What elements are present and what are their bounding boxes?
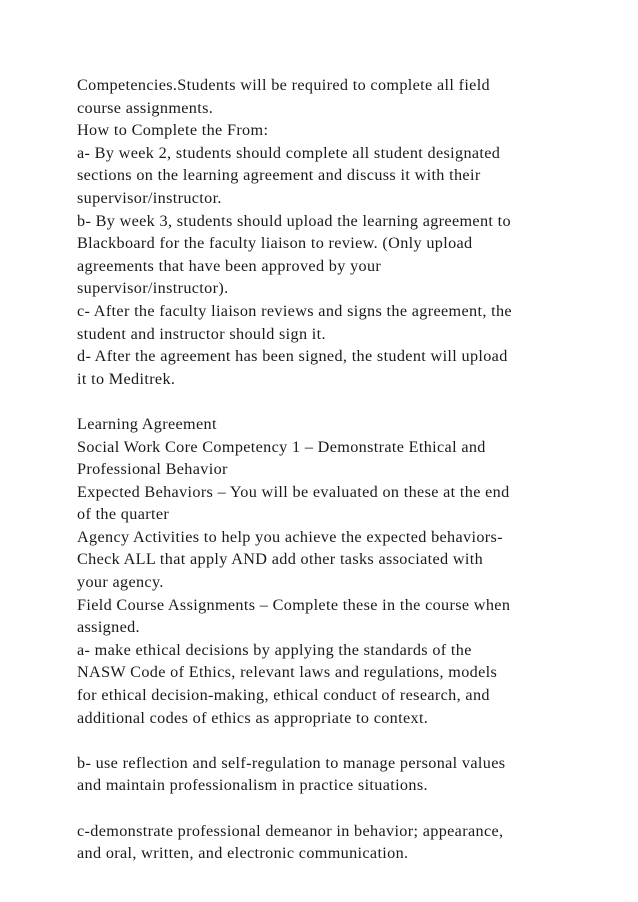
text-line: c-demonstrate professional demeanor in behavior; appearance,	[77, 821, 504, 840]
text-line: your agency.	[77, 573, 164, 592]
text-line: for ethical decision-making, ethical conduct of research, and	[77, 686, 490, 705]
blank-line	[77, 390, 577, 413]
text-line: Competencies.Students will be required to complete all field	[77, 76, 490, 94]
text-line: Field Course Assignments – Complete these in the course when	[77, 595, 511, 614]
text-line: agreements that have been approved by your	[77, 256, 382, 275]
section-heading: How to Complete the From:	[77, 121, 269, 140]
text-line: additional codes of ethics as appropriate to context.	[77, 708, 429, 727]
text-line: supervisor/instructor).	[77, 279, 229, 298]
document-body	[77, 74, 577, 865]
text-line: Agency Activities to help you achieve the expected behaviors-	[77, 527, 503, 546]
text-line: Check ALL that apply AND add other tasks associated with	[77, 550, 484, 569]
blank-line	[77, 797, 577, 820]
text-line: Social Work Core Competency 1 – Demonstrate Ethical and	[77, 437, 486, 456]
text-line: student and instructor should sign it.	[77, 324, 326, 343]
text-line: of the quarter	[77, 505, 170, 524]
text-line: Professional Behavior	[77, 460, 228, 479]
text-line: it to Meditrek.	[77, 369, 176, 388]
text-line: a- By week 2, students should complete all student designated	[77, 143, 501, 162]
text-line: sections on the learning agreement and discuss it with their	[77, 166, 481, 185]
blank-line	[77, 729, 577, 752]
text-line: b- use reflection and self-regulation to manage personal values	[77, 753, 506, 772]
text-line: d- After the agreement has been signed, the student will upload	[77, 347, 508, 366]
text-line: Blackboard for the faculty liaison to review. (Only upload	[77, 234, 473, 253]
text-line: Expected Behaviors – You will be evaluated on these at the end	[77, 482, 510, 501]
text-line: NASW Code of Ethics, relevant laws and regulations, models	[77, 663, 498, 682]
text-line: supervisor/instructor.	[77, 188, 222, 207]
section-heading: Learning Agreement	[77, 414, 217, 433]
text-line: and maintain professionalism in practice situations.	[77, 776, 428, 795]
text-line: course assignments.	[77, 98, 214, 117]
text-line: assigned.	[77, 618, 140, 637]
text-line: c- After the faculty liaison reviews and signs the agreement, the	[77, 301, 512, 320]
text-line: a- make ethical decisions by applying the standards of the	[77, 640, 472, 659]
text-line: and oral, written, and electronic communication.	[77, 844, 409, 863]
text-line: b- By week 3, students should upload the learning agreement to	[77, 211, 511, 230]
